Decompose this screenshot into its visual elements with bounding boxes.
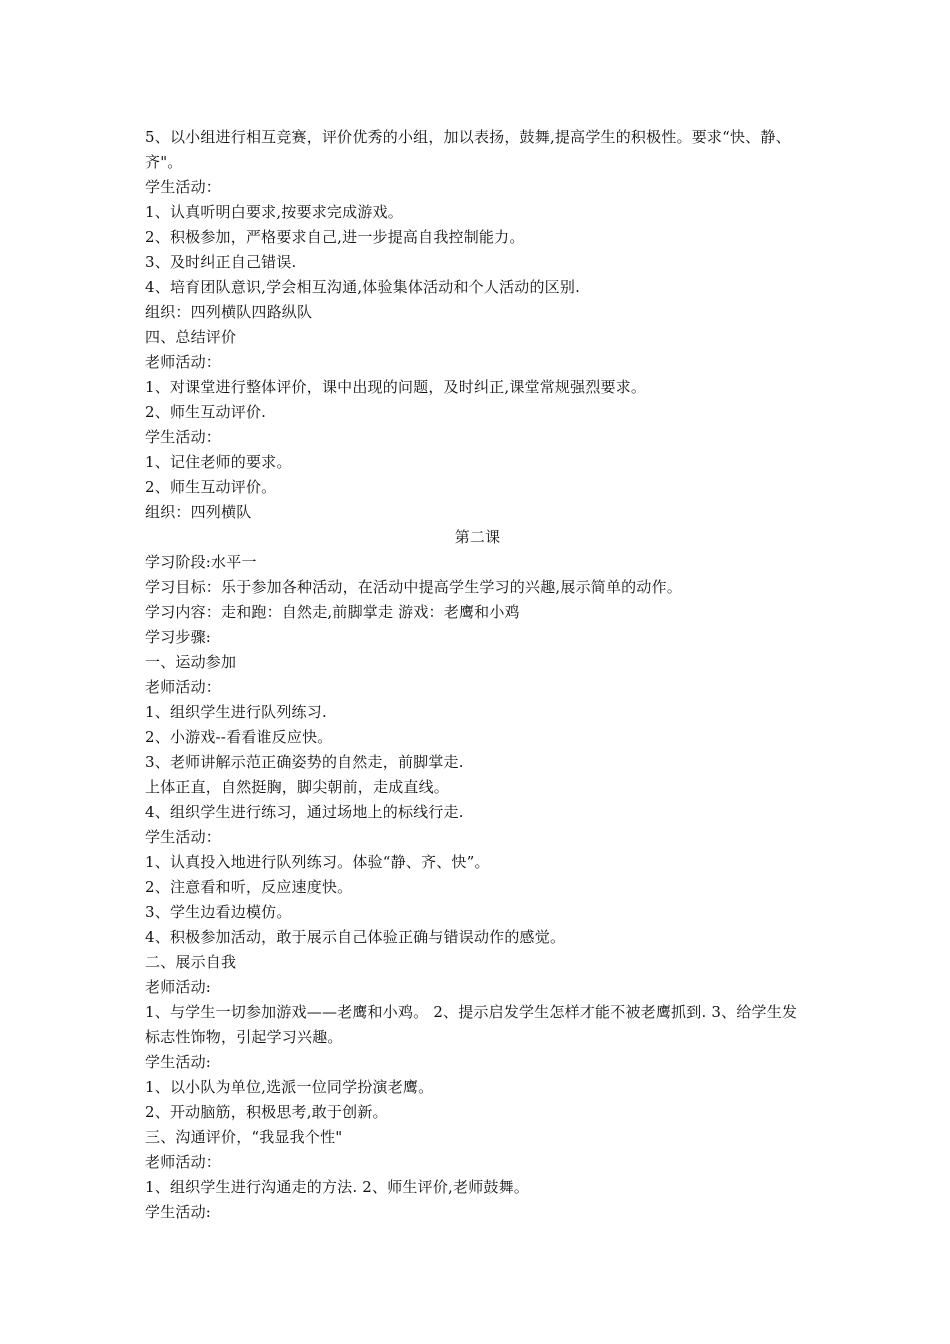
text-line: 老师活动: bbox=[145, 978, 212, 996]
text-line: 2、小游戏--看看谁反应快。 bbox=[145, 728, 333, 746]
text-line: 上体正直，自然挺胸，脚尖朝前，走成直线。 bbox=[145, 778, 450, 796]
text-line: 学生活动： bbox=[145, 178, 222, 196]
text-line: 2、开动脑筋，积极思考,敢于创新。 bbox=[145, 1103, 388, 1121]
text-line: 2、积极参加，严格要求自己,进一步提高自我控制能力。 bbox=[145, 228, 525, 246]
text-line: 学生活动: bbox=[145, 1203, 212, 1221]
text-line: 1、认真投入地进行队列练习。体验“静、齐、快”。 bbox=[145, 853, 490, 871]
text-line: 1、认真听明白要求,按要求完成游戏。 bbox=[145, 203, 403, 221]
text-line: 老师活动： bbox=[145, 678, 222, 696]
text-line: 1、与学生一切参加游戏——老鹰和小鸡。 2、提示启发学生怎样才能不被老鹰抓到. 3、给学生发标志性饰物，引起学习兴趣。 bbox=[145, 1003, 798, 1046]
text-line: 组织：四列横队 bbox=[145, 503, 252, 521]
text-line: 1、组织学生进行队列练习. bbox=[145, 703, 327, 721]
text-line: 学习阶段:水平一 bbox=[145, 553, 257, 571]
text-line: 组织：四列横队四路纵队 bbox=[145, 303, 313, 321]
section-heading: 一、运动参加 bbox=[145, 653, 237, 671]
text-line: 学习步骤: bbox=[145, 628, 212, 646]
text-line: 4、组织学生进行练习，通过场地上的标线行走. bbox=[145, 803, 464, 821]
text-line: 学习目标：乐于参加各种活动，在活动中提高学生学习的兴趣,展示简单的动作。 bbox=[145, 578, 682, 596]
text-line: 3、老师讲解示范正确姿势的自然走，前脚掌走. bbox=[145, 753, 464, 771]
text-line: 老师活动： bbox=[145, 1153, 222, 1171]
text-line: 1、组织学生进行沟通走的方法. 2、师生评价,老师鼓舞。 bbox=[145, 1178, 529, 1196]
text-line: 学生活动： bbox=[145, 428, 222, 446]
text-line: 3、及时纠正自己错误. bbox=[145, 253, 297, 271]
text-line: 学习内容：走和跑：自然走,前脚掌走 游戏：老鹰和小鸡 bbox=[145, 603, 520, 621]
text-line: 学生活动： bbox=[145, 828, 222, 846]
text-line: 1、以小队为单位,选派一位同学扮演老鹰。 bbox=[145, 1078, 434, 1096]
section-heading: 三、沟通评价，“我显我个性" bbox=[145, 1128, 343, 1146]
lesson-title: 第二课 bbox=[454, 528, 501, 546]
text-line: 1、对课堂进行整体评价，课中出现的问题，及时纠正,课堂常规强烈要求。 bbox=[145, 378, 647, 396]
text-line: 4、积极参加活动，敢于展示自己体验正确与错误动作的感觉。 bbox=[145, 928, 566, 946]
document-body bbox=[145, 125, 810, 1225]
text-line: 2、注意看和听，反应速度快。 bbox=[145, 878, 353, 896]
text-line: 5、以小组进行相互竞赛，评价优秀的小组，加以表扬，鼓舞,提高学生的积极性。要求“快、静、齐"。 bbox=[145, 128, 791, 171]
section-heading: 二、展示自我 bbox=[145, 953, 237, 971]
text-line: 学生活动: bbox=[145, 1053, 212, 1071]
text-line: 1、记住老师的要求。 bbox=[145, 453, 292, 471]
text-line: 4、培育团队意识,学会相互沟通,体验集体活动和个人活动的区别. bbox=[145, 278, 581, 296]
text-line: 老师活动： bbox=[145, 353, 222, 371]
text-line: 2、师生互动评价. bbox=[145, 403, 267, 421]
text-line: 3、学生边看边模仿。 bbox=[145, 903, 292, 921]
text-line: 2、师生互动评价。 bbox=[145, 478, 277, 496]
section-heading: 四、总结评价 bbox=[145, 328, 237, 346]
